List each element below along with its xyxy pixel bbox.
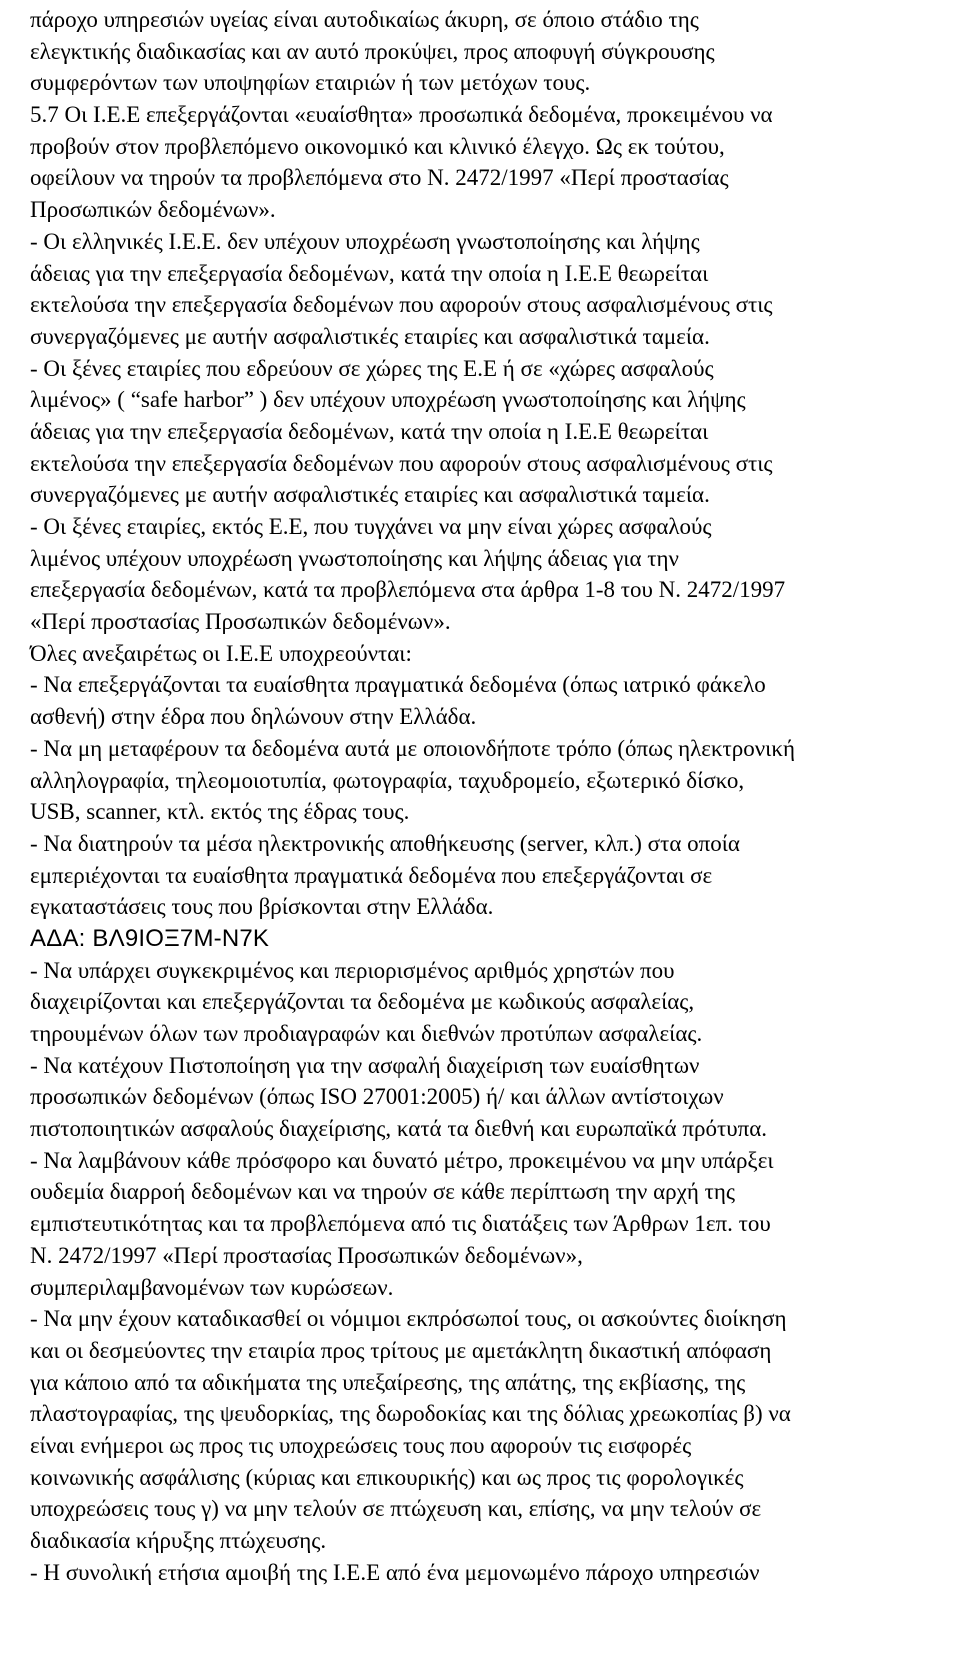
text-line: πλαστογραφίας, της ψευδορκίας, της δωροδοκίας και της δόλιας χρεωκοπίας β) να <box>30 1401 791 1427</box>
text-line: εγκαταστάσεις τους που βρίσκονται στην Ελλάδα. <box>30 894 494 920</box>
text-line: συμπεριλαμβανομένων των κυρώσεων. <box>30 1274 394 1300</box>
text-line: συνεργαζόμενες με αυτήν ασφαλιστικές εταιρίες και ασφαλιστικά ταμεία. <box>30 482 710 508</box>
text-line: για κάποιο από τα αδικήματα της υπεξαίρεσης, της απάτης, της εκβίασης, της <box>30 1369 746 1395</box>
text-line: - Να λαμβάνουν κάθε πρόσφορο και δυνατό μέτρο, προκειμένου να μην υπάρξει <box>30 1147 774 1173</box>
text-line: αλληλογραφία, τηλεομοιοτυπία, φωτογραφία, ταχυδρομείο, εξωτερικό δίσκο, <box>30 767 745 793</box>
text-line: εμπιστευτικότητας και τα προβλεπόμενα από τις διατάξεις των Άρθρων 1επ. του <box>30 1211 771 1237</box>
text-line: - Να μη μεταφέρουν τα δεδομένα αυτά με οποιονδήποτε τρόπο (όπως ηλεκτρονική <box>30 735 795 761</box>
text-line: - Να διατηρούν τα μέσα ηλεκτρονικής αποθήκευσης (server, κλπ.) στα οποία <box>30 830 740 856</box>
text-line: - Να κατέχουν Πιστοποίηση για την ασφαλή διαχείριση των ευαίσθητων <box>30 1052 700 1078</box>
text-line: - Να μην έχουν καταδικασθεί οι νόμιμοι εκπρόσωποί τους, οι ασκούντες διοίκηση <box>30 1306 787 1332</box>
ada-label: ΑΔΑ: ΒΛ9ΙΟΞ7Μ-Ν7Κ <box>30 924 270 952</box>
text-line: προσωπικών δεδομένων (όπως ISO 27001:2005) ή/ και άλλων αντίστοιχων <box>30 1084 724 1110</box>
text-line: τηρουμένων όλων των προδιαγραφών και διεθνών προτύπων ασφαλείας. <box>30 1021 703 1046</box>
text-line: διαδικασία κήρυξης πτώχευσης. <box>30 1528 327 1553</box>
text-line: λιμένος» ( “safe harbor” ) δεν υπέχουν υποχρέωση γνωστοποίησης και λήψης <box>30 387 746 413</box>
text-line: ασθενή) στην έδρα που δηλώνουν στην Ελλάδα. <box>30 704 477 730</box>
text-line: υποχρεώσεις τους γ) να μην τελούν σε πτώχευση και, επίσης, να μην τελούν σε <box>30 1496 762 1522</box>
text-line: είναι ενήμεροι ως προς τις υποχρεώσεις τους που αφορούν τις εισφορές <box>30 1432 692 1458</box>
text-line: πιστοποιητικών ασφαλούς διαχείρισης, κατά τα διεθνή και ευρωπαϊκά πρότυπα. <box>30 1116 767 1142</box>
text-line: άδειας για την επεξεργασία δεδομένων, κατά την οποία η Ι.Ε.Ε θεωρείται <box>30 418 709 444</box>
text-line: ουδεμία διαρροή δεδομένων και να τηρούν σε κάθε περίπτωση την αρχή της <box>30 1179 735 1205</box>
text-line: Προσωπικών δεδομένων». <box>30 197 276 223</box>
text-line: πάροχο υπηρεσιών υγείας είναι αυτοδικαίως άκυρη, σε όποιο στάδιο της <box>30 7 699 32</box>
text-line: λιμένος υπέχουν υποχρέωση γνωστοποίησης και λήψης άδειας για την <box>30 545 679 571</box>
text-line: διαχειρίζονται και επεξεργάζονται τα δεδομένα με κωδικούς ασφαλείας, <box>30 989 695 1015</box>
text-line: εκτελούσα την επεξεργασία δεδομένων που αφορούν στους ασφαλισμένους στις <box>30 450 773 476</box>
document-text <box>30 4 960 1588</box>
text-line: - Η συνολική ετήσια αμοιβή της Ι.Ε.Ε από ένα μεμονωμένο πάροχο υπηρεσιών <box>30 1559 760 1585</box>
text-line: συνεργαζόμενες με αυτήν ασφαλιστικές εταιρίες και ασφαλιστικά ταμεία. <box>30 323 710 349</box>
text-line: - Να επεξεργάζονται τα ευαίσθητα πραγματικά δεδομένα (όπως ιατρικό φάκελο <box>30 672 766 698</box>
text-line: προβούν στον προβλεπόμενο οικονομικό και κλινικό έλεγχο. Ως εκ τούτου, <box>30 133 725 159</box>
text-line: Ν. 2472/1997 «Περί προστασίας Προσωπικών δεδομένων», <box>30 1242 583 1268</box>
text-line: κοινωνικής ασφάλισης (κύριας και επικουρικής) και ως προς τις φορολογικές <box>30 1464 744 1490</box>
text-line: «Περί προστασίας Προσωπικών δεδομένων». <box>30 609 451 635</box>
text-line: επεξεργασία δεδομένων, κατά τα προβλεπόμενα στα άρθρα 1-8 του Ν. 2472/1997 <box>30 577 786 603</box>
text-line: - Να υπάρχει συγκεκριμένος και περιορισμένος αριθμός χρηστών που <box>30 957 675 983</box>
text-line: USB, scanner, κτλ. εκτός της έδρας τους. <box>30 799 410 825</box>
text-line: εκτελούσα την επεξεργασία δεδομένων που αφορούν στους ασφαλισμένους στις <box>30 292 773 318</box>
text-line: - Οι ξένες εταιρίες που εδρεύουν σε χώρες της Ε.Ε ή σε «χώρες ασφαλούς <box>30 355 714 381</box>
text-line: συμφερόντων των υποψηφίων εταιριών ή των μετόχων τους. <box>30 70 591 96</box>
text-line: 5.7 Οι Ι.Ε.Ε επεξεργάζονται «ευαίσθητα» προσωπικά δεδομένα, προκειμένου να <box>30 102 773 128</box>
text-line: - Οι ελληνικές Ι.Ε.Ε. δεν υπέχουν υποχρέωση γνωστοποίησης και λήψης <box>30 228 700 254</box>
text-line: άδειας για την επεξεργασία δεδομένων, κατά την οποία η Ι.Ε.Ε θεωρείται <box>30 260 709 286</box>
text-line: - Οι ξένες εταιρίες, εκτός Ε.Ε, που τυγχάνει να μην είναι χώρες ασφαλούς <box>30 514 712 539</box>
text-line: Όλες ανεξαιρέτως οι Ι.Ε.Ε υποχρεούνται: <box>30 640 412 666</box>
text-line: ελεγκτικής διαδικασίας και αν αυτό προκύψει, προς αποφυγή σύγκρουσης <box>30 38 715 64</box>
text-line: οφείλουν να τηρούν τα προβλεπόμενα στο Ν. 2472/1997 «Περί προστασίας <box>30 165 729 191</box>
text-line: εμπεριέχονται τα ευαίσθητα πραγματικά δεδομένα που επεξεργάζονται σε <box>30 862 713 888</box>
text-line: και οι δεσμεύοντες την εταιρία προς τρίτους με αμετάκλητη δικαστική απόφαση <box>30 1337 772 1363</box>
